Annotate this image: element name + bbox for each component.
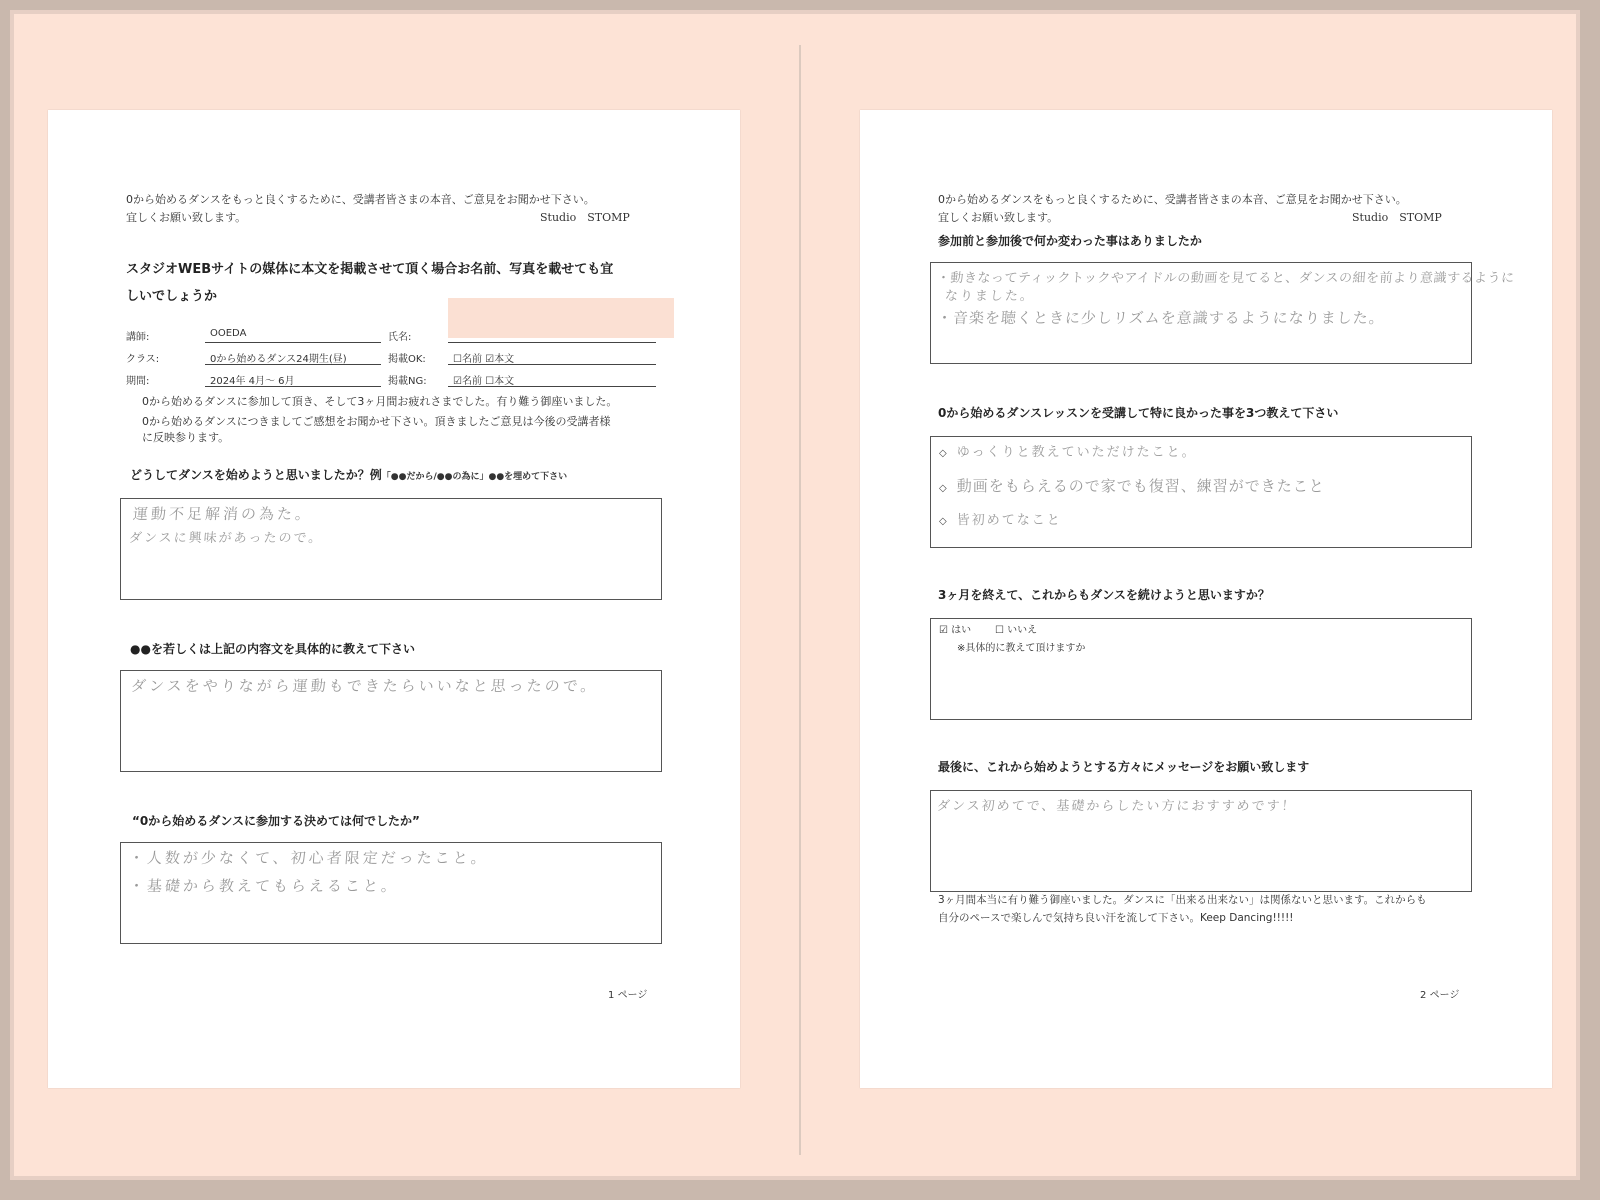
answer-box-4: [930, 262, 1516, 364]
ok-value: ☐名前 ☑本文: [453, 354, 515, 365]
answer-3-line-2: ・基礎から教えてもらえること。: [128, 877, 400, 895]
yes-checkbox[interactable]: ☑ はい: [939, 625, 972, 636]
question-5: 0から始めるダンスレッスンを受講して特に良かった事を3つ教えて下さい: [938, 406, 1339, 420]
answer-4-line-1: ・動きなってティックトックやアイドルの動画を見てると、ダンスの細を前より意識するように: [936, 271, 1516, 286]
intro-line-2: 宜しくお願い致します。: [938, 211, 1059, 224]
request-line-2: に反映参ります。: [142, 431, 230, 444]
question-2: ●●を若しくは上記の内容文を具体的に教えて下さい: [130, 642, 415, 656]
web-question-line-2: しいでしょうか: [126, 289, 218, 304]
ng-value: ☑名前 ☐本文: [453, 376, 515, 387]
question-6-note: ※具体的に教えて頂けますか: [957, 643, 1086, 654]
studio-name: Studio STOMP: [540, 211, 630, 224]
page-number-2: 2 ページ: [1420, 990, 1460, 1001]
class-label: クラス:: [126, 354, 160, 365]
period-label: 期間:: [126, 376, 150, 387]
answer-4-line-3: ・音楽を聴くときに少しリズムを意識するようになりました。: [936, 309, 1386, 327]
intro-line-2: 宜しくお願い致します。: [126, 211, 247, 224]
instructor-value: OOEDA: [210, 328, 247, 339]
closing-line-2: 自分のペースで楽しんで気持ち良い汗を流して下さい。Keep Dancing!!!!!: [938, 912, 1294, 924]
good-point-2: ◇ 動画をもらえるので家でも復習、練習ができたこと: [939, 477, 1325, 495]
page-divider: [799, 45, 801, 1155]
class-value: 0から始めるダンス24期生(昼): [210, 354, 347, 365]
question-1: どうしてダンスを始めようと思いましたか？例「●●だから/●●の為に」●●を埋めて下さい: [130, 468, 568, 482]
intro-line-1: 0から始めるダンスをもっと良くするために、受講者皆さまの本音、ご意見をお聞かせ下さい。: [938, 193, 1407, 206]
good-point-1: ◇ ゆっくりと教えていただけたこと。: [939, 445, 1197, 460]
answer-box-1: [120, 498, 662, 600]
intro-line-1: 0から始めるダンスをもっと良くするために、受講者皆さまの本音、ご意見をお聞かせ下さい。: [126, 193, 595, 206]
question-4: 参加前と参加後で何か変わった事はありましたか: [938, 234, 1202, 248]
answer-box-5: [930, 436, 1472, 548]
answer-box-6: [930, 618, 1472, 720]
studio-name: Studio STOMP: [1352, 211, 1442, 224]
request-line-1: 0から始めるダンスにつきましてご感想をお聞かせ下さい。頂きましたご意見は今後の受講者様: [142, 415, 611, 428]
instructor-label: 講師:: [126, 332, 150, 343]
page-number-1: 1 ページ: [608, 990, 648, 1001]
question-6: 3ヶ月を終えて、これからもダンスを続けようと思いますか？: [938, 588, 1270, 602]
answer-4-line-2: なりました。: [944, 289, 1036, 304]
survey-page-1: [48, 110, 740, 1088]
answer-1-line-2: ダンスに興味があったので。: [128, 531, 324, 546]
period-value: 2024年 4月～ 6月: [210, 376, 295, 387]
answer-box-7: [930, 790, 1472, 892]
ng-label: 掲載NG:: [388, 376, 427, 387]
answer-box-3: [120, 842, 662, 944]
answer-3-line-1: ・人数が少なくて、初心者限定だったこと。: [128, 849, 490, 867]
ok-label: 掲載OK:: [388, 354, 426, 365]
name-label: 氏名:: [388, 332, 412, 343]
redacted-name-block: [448, 298, 674, 338]
answer-2-line-1: ダンスをやりながら運動もできたらいいなと思ったので。: [130, 677, 600, 695]
web-question-line-1: スタジオWEBサイトの媒体に本文を掲載させて頂く場合お名前、写真を載せても宜: [126, 262, 614, 277]
thanks-text: 0から始めるダンスに参加して頂き、そして3ヶ月間お疲れさまでした。有り難う御座いました。: [142, 395, 618, 408]
question-3: “0から始めるダンスに参加する決めては何でしたか”: [132, 814, 420, 828]
answer-7-line-1: ダンス初めてで、基礎からしたい方におすすめです！: [936, 799, 1298, 814]
answer-1-line-1: 運動不足解消の為た。: [132, 505, 314, 523]
question-7: 最後に、これから始めようとする方々にメッセージをお願い致します: [938, 760, 1310, 774]
no-checkbox[interactable]: ☐ いいえ: [995, 625, 1038, 636]
good-point-3: ◇ 皆初めてなこと: [939, 513, 1062, 528]
closing-line-1: 3ヶ月間本当に有り難う御座いました。ダンスに「出来る出来ない」は関係ないと思います。これからも: [938, 894, 1427, 906]
survey-page-2: [860, 110, 1552, 1088]
answer-box-2: [120, 670, 662, 772]
